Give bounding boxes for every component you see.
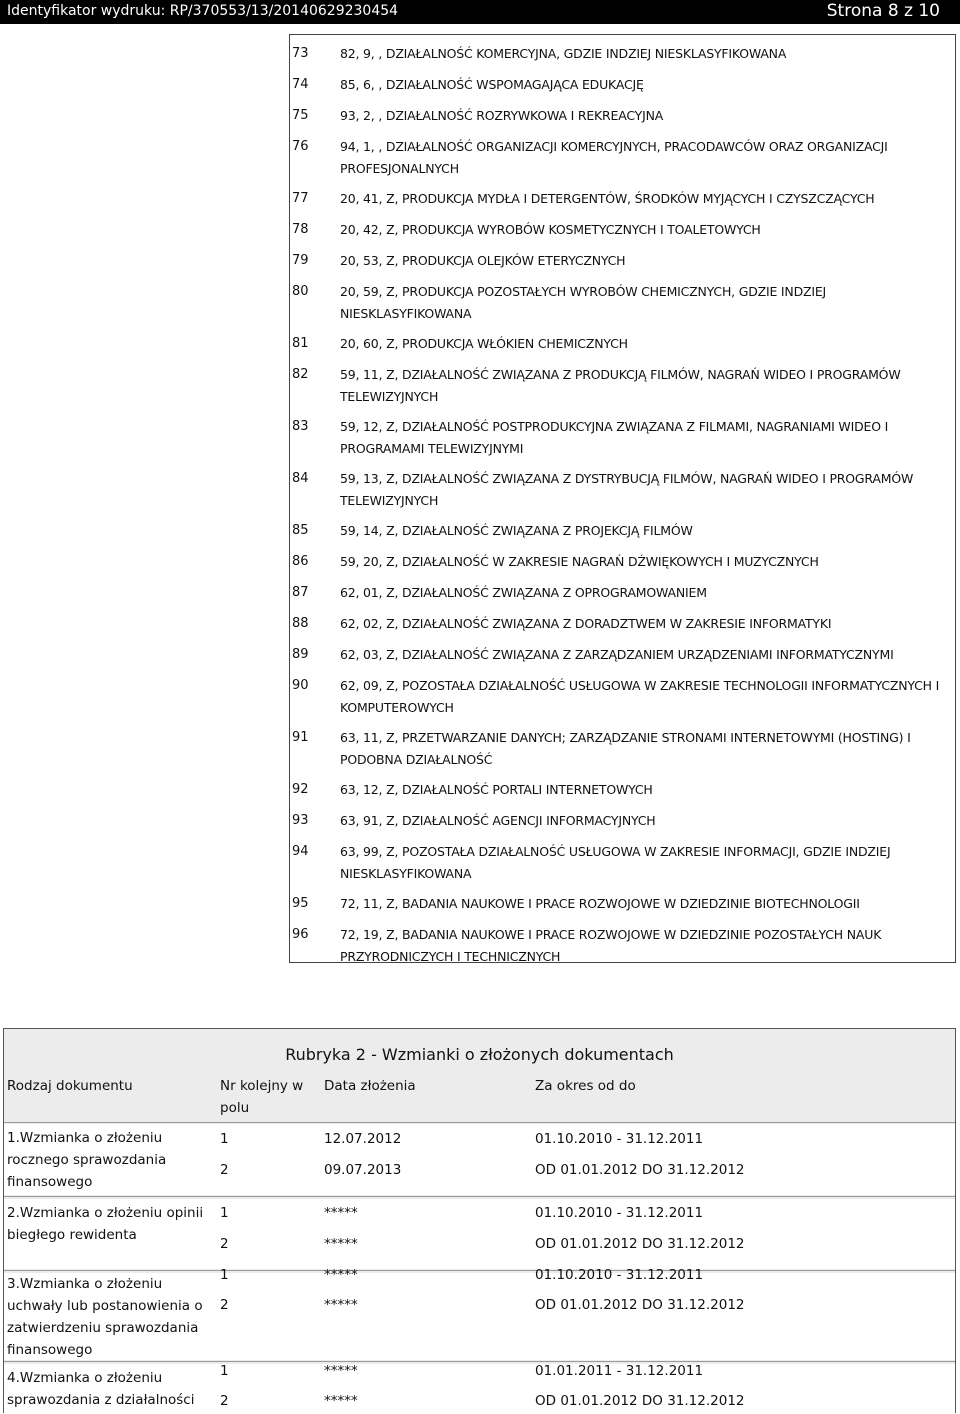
activity-description: 59, 13, Z, DZIAŁALNOŚĆ ZWIĄZANA Z DYSTRYBUCJĄ FILMÓW, NAGRAŃ WIDEO I PROGRAMÓW TELEWIZYJNYCH (340, 471, 914, 508)
row-number: 89 (292, 647, 309, 662)
pkd-activity-table (289, 34, 956, 963)
activity-description: 72, 19, Z, BADANIA NAUKOWE I PRACE ROZWOJOWE W DZIEDZINIE POZOSTAŁYCH NAUK PRZYRODNICZYCH I TECHNICZNYCH (340, 927, 882, 964)
print-identifier: Identyfikator wydruku: RP/370553/13/20140629230454 (7, 3, 399, 19)
activity-description: 63, 99, Z, POZOSTAŁA DZIAŁALNOŚĆ USŁUGOWA W ZAKRESIE INFORMACJI, GDZIE INDZIEJ NIESKLASYFIKOWANA (340, 844, 891, 881)
reporting-period: 01.10.2010 - 31.12.2011 (535, 1267, 704, 1283)
row-number: 73 (292, 46, 309, 61)
row-number: 91 (292, 730, 309, 745)
submission-date: ***** (324, 1236, 358, 1252)
activity-description: 59, 11, Z, DZIAŁALNOŚĆ ZWIĄZANA Z PRODUKCJĄ FILMÓW, NAGRAŃ WIDEO I PROGRAMÓW TELEWIZYJNYCH (340, 367, 901, 404)
activity-description: 72, 11, Z, BADANIA NAUKOWE I PRACE ROZWOJOWE W DZIEDZINIE BIOTECHNOLOGII (340, 896, 860, 911)
row-number: 87 (292, 585, 309, 600)
row-divider (4, 1270, 955, 1271)
entry-number: 2 (220, 1297, 229, 1313)
entry-number: 1 (220, 1205, 229, 1221)
activity-description: 20, 41, Z, PRODUKCJA MYDŁA I DETERGENTÓW, ŚRODKÓW MYJĄCYCH I CZYSZCZĄCYCH (340, 191, 875, 206)
row-number: 95 (292, 896, 309, 911)
submission-date: ***** (324, 1205, 358, 1221)
document-type: 3.Wzmianka o złożeniu uchwały lub postanowienia o zatwierdzeniu sprawozdania finansowego (7, 1276, 203, 1358)
submission-date: ***** (324, 1363, 358, 1379)
entry-number: 1 (220, 1363, 229, 1379)
column-header-number: Nr kolejny w polu (220, 1078, 304, 1116)
submission-date: ***** (324, 1297, 358, 1313)
activity-description: 62, 02, Z, DZIAŁALNOŚĆ ZWIĄZANA Z DORADZTWEM W ZAKRESIE INFORMATYKI (340, 616, 832, 631)
row-number: 83 (292, 419, 309, 434)
document-type: 2.Wzmianka o złożeniu opinii biegłego rewidenta (7, 1205, 204, 1243)
reporting-period: OD 01.01.2012 DO 31.12.2012 (535, 1393, 745, 1409)
column-header-period: Za okres od do (535, 1078, 636, 1094)
activity-description: 62, 09, Z, POZOSTAŁA DZIAŁALNOŚĆ USŁUGOWA W ZAKRESIE TECHNOLOGII INFORMATYCZNYCH I KOMPUTEROWYCH (340, 678, 940, 715)
row-number: 79 (292, 253, 309, 268)
row-number: 77 (292, 191, 309, 206)
row-divider (4, 1361, 955, 1362)
row-number: 88 (292, 616, 309, 631)
row-number: 80 (292, 284, 309, 299)
row-divider (4, 1196, 955, 1197)
submission-date: ***** (324, 1393, 358, 1409)
activity-description: 59, 20, Z, DZIAŁALNOŚĆ W ZAKRESIE NAGRAŃ DŹWIĘKOWYCH I MUZYCZNYCH (340, 554, 819, 569)
activity-description: 82, 9, , DZIAŁALNOŚĆ KOMERCYJNA, GDZIE INDZIEJ NIESKLASYFIKOWANA (340, 46, 787, 61)
documents-section-title: Rubryka 2 - Wzmianki o złożonych dokumentach (285, 1045, 674, 1064)
entry-number: 2 (220, 1162, 229, 1178)
submission-date: ***** (324, 1267, 358, 1283)
row-number: 85 (292, 523, 309, 538)
activity-description: 63, 12, Z, DZIAŁALNOŚĆ PORTALI INTERNETOWYCH (340, 782, 653, 797)
activity-description: 63, 11, Z, PRZETWARZANIE DANYCH; ZARZĄDZANIE STRONAMI INTERNETOWYMI (HOSTING) I PODOBNA DZIAŁALNOŚĆ (340, 730, 911, 767)
entry-number: 1 (220, 1131, 229, 1147)
row-number: 75 (292, 108, 309, 123)
page-number: Strona 8 z 10 (826, 1, 940, 21)
row-number: 93 (292, 813, 309, 828)
activity-description: 20, 59, Z, PRODUKCJA POZOSTAŁYCH WYROBÓW CHEMICZNYCH, GDZIE INDZIEJ NIESKLASYFIKOWANA (340, 284, 827, 321)
submission-date: 09.07.2013 (324, 1162, 402, 1178)
activity-description: 62, 01, Z, DZIAŁALNOŚĆ ZWIĄZANA Z OPROGRAMOWANIEM (340, 585, 707, 600)
activity-description: 59, 12, Z, DZIAŁALNOŚĆ POSTPRODUKCYJNA ZWIĄZANA Z FILMAMI, NAGRANIAMI WIDEO I PROGRAMAMI TELEWIZYJNYMI (340, 419, 889, 456)
reporting-period: OD 01.01.2012 DO 31.12.2012 (535, 1236, 745, 1252)
activity-description: 85, 6, , DZIAŁALNOŚĆ WSPOMAGAJĄCA EDUKACJĘ (340, 77, 644, 92)
row-number: 82 (292, 367, 309, 382)
entry-number: 1 (220, 1267, 229, 1283)
row-number: 78 (292, 222, 309, 237)
column-header-type: Rodzaj dokumentu (7, 1078, 133, 1094)
row-number: 96 (292, 927, 309, 942)
reporting-period: OD 01.01.2012 DO 31.12.2012 (535, 1162, 745, 1178)
entry-number: 2 (220, 1236, 229, 1252)
row-number: 94 (292, 844, 309, 859)
document-type: 4.Wzmianka o złożeniu sprawozdania z działalności (7, 1370, 195, 1408)
row-number: 86 (292, 554, 309, 569)
row-number: 81 (292, 336, 309, 351)
row-number: 74 (292, 77, 309, 92)
reporting-period: 01.10.2010 - 31.12.2011 (535, 1131, 704, 1147)
row-number: 90 (292, 678, 309, 693)
activity-description: 94, 1, , DZIAŁALNOŚĆ ORGANIZACJI KOMERCYJNYCH, PRACODAWCÓW ORAZ ORGANIZACJI PROFESJONALNYCH (340, 139, 888, 176)
activity-description: 62, 03, Z, DZIAŁALNOŚĆ ZWIĄZANA Z ZARZĄDZANIEM URZĄDZENIAMI INFORMATYCZNYMI (340, 647, 894, 662)
submission-date: 12.07.2012 (324, 1131, 402, 1147)
row-number: 92 (292, 782, 309, 797)
column-header-date: Data złożenia (324, 1078, 416, 1094)
row-number: 76 (292, 139, 309, 154)
row-divider (4, 1122, 955, 1123)
activity-description: 20, 42, Z, PRODUKCJA WYROBÓW KOSMETYCZNYCH I TOALETOWYCH (340, 222, 761, 237)
documents-section (3, 1028, 956, 1413)
activity-description: 20, 53, Z, PRODUKCJA OLEJKÓW ETERYCZNYCH (340, 253, 626, 268)
reporting-period: OD 01.01.2012 DO 31.12.2012 (535, 1297, 745, 1313)
entry-number: 2 (220, 1393, 229, 1409)
print-header-bar (0, 0, 960, 24)
activity-description: 63, 91, Z, DZIAŁALNOŚĆ AGENCJI INFORMACYJNYCH (340, 813, 656, 828)
reporting-period: 01.01.2011 - 31.12.2011 (535, 1363, 704, 1379)
activity-description: 93, 2, , DZIAŁALNOŚĆ ROZRYWKOWA I REKREACYJNA (340, 108, 664, 123)
reporting-period: 01.10.2010 - 31.12.2011 (535, 1205, 704, 1221)
document-type: 1.Wzmianka o złożeniu rocznego sprawozdania finansowego (7, 1130, 167, 1190)
row-number: 84 (292, 471, 309, 486)
activity-description: 59, 14, Z, DZIAŁALNOŚĆ ZWIĄZANA Z PROJEKCJĄ FILMÓW (340, 523, 693, 538)
activity-description: 20, 60, Z, PRODUKCJA WŁÓKIEN CHEMICZNYCH (340, 336, 628, 351)
